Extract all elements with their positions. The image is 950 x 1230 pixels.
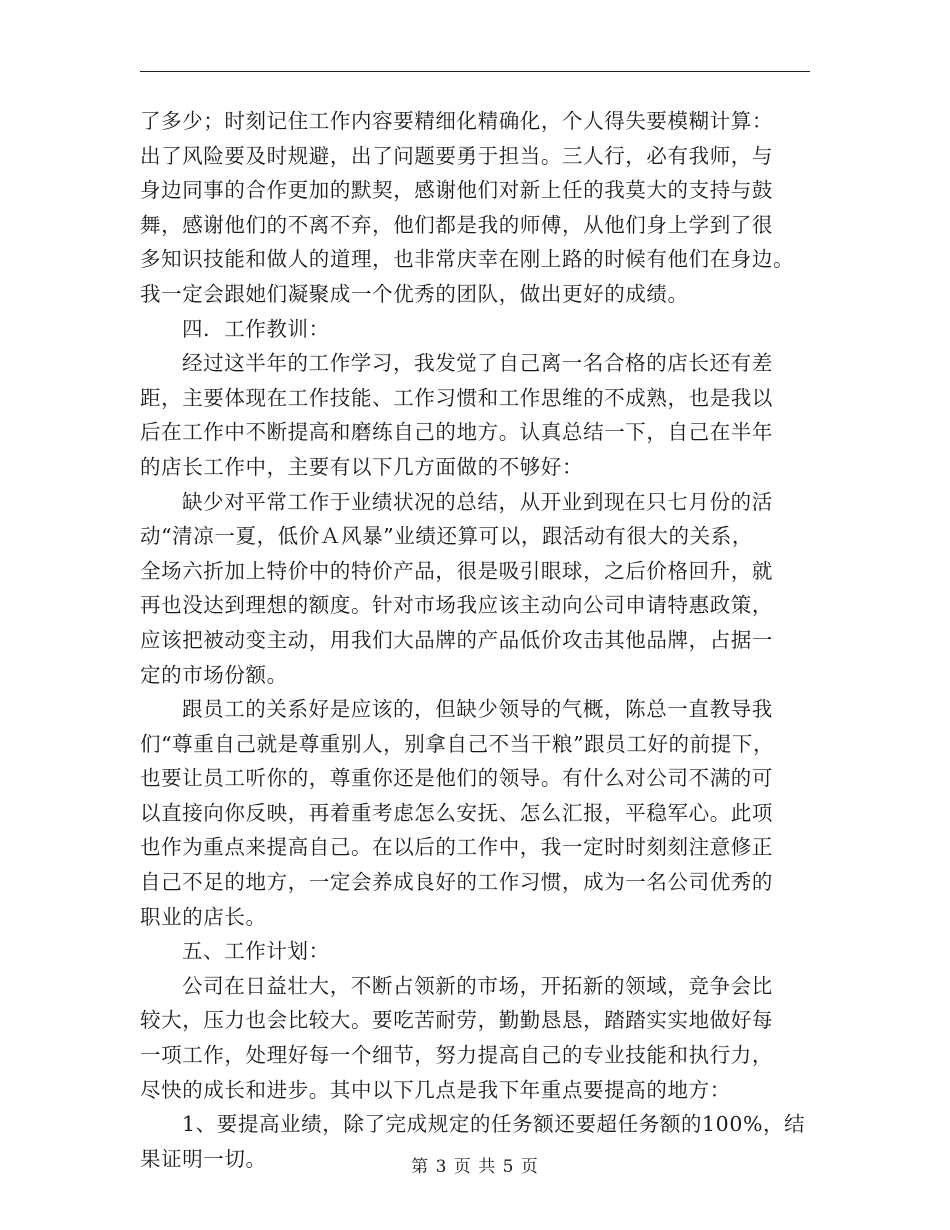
text-line: 缺少对平常工作于业绩状况的总结，从开业到现在只七月份的活 bbox=[182, 489, 773, 514]
text-line: 跟员工的关系好是应该的，但缺少领导的气概，陈总一直教导我 bbox=[182, 697, 773, 722]
text-line: 舞，感谢他们的不离不弃，他们都是我的师傅，从他们身上学到了很 bbox=[140, 212, 773, 237]
document-body bbox=[140, 104, 820, 1176]
text-line: 公司在日益壮大，不断占领新的市场，开拓新的领域，竞争会比 bbox=[182, 973, 773, 998]
text-line: 我一定会跟她们凝聚成一个优秀的团队，做出更好的成绩。 bbox=[140, 281, 689, 306]
text-line: 职业的店长。 bbox=[140, 904, 267, 929]
text-line: 全场六折加上特价中的特价产品，很是吸引眼球，之后价格回升，就 bbox=[140, 558, 773, 583]
text-line: 也要让员工听你的，尊重你还是他们的领导。有什么对公司不满的可 bbox=[140, 766, 773, 791]
text-line: 身边同事的合作更加的默契，感谢他们对新上任的我莫大的支持与鼓 bbox=[140, 178, 773, 203]
text-line: 距，主要体现在工作技能、工作习惯和工作思维的不成熟，也是我以 bbox=[140, 385, 773, 410]
text-line: 的店长工作中，主要有以下几方面做的不够好： bbox=[140, 454, 584, 479]
text-line: 出了风险要及时规避，出了问题要勇于担当。三人行，必有我师，与 bbox=[140, 143, 773, 168]
text-line: 较大，压力也会比较大。要吃苦耐劳，勤勤恳恳，踏踏实实地做好每 bbox=[140, 1008, 773, 1033]
text-line: 们“尊重自己就是尊重别人，别拿自己不当干粮”跟员工好的前提下， bbox=[140, 731, 775, 756]
text-line: 了多少；时刻记住工作内容要精细化精确化，个人得失要模糊计算： bbox=[140, 109, 773, 133]
header-rule bbox=[140, 71, 810, 72]
text-line: 多知识技能和做人的道理，也非常庆幸在刚上路的时候有他们在身边。 bbox=[140, 247, 795, 272]
text-line: 果证明一切。 bbox=[140, 1146, 267, 1171]
text-line: 再也没达到理想的额度。针对市场我应该主动向公司申请特惠政策， bbox=[140, 593, 773, 618]
text-line: 经过这半年的工作学习，我发觉了自己离一名合格的店长还有差 bbox=[182, 351, 773, 376]
text-line: 1、要提高业绩，除了完成规定的任务额还要超任务额的100%，结 bbox=[182, 1112, 806, 1137]
text-line: 自己不足的地方，一定会养成良好的工作习惯，成为一名公司优秀的 bbox=[140, 870, 773, 895]
text-line: 定的市场份额。 bbox=[140, 662, 288, 687]
text-line: 以直接向你反映，再着重考虑怎么安抚、怎么汇报，平稳军心。此项 bbox=[140, 800, 773, 825]
text-line: 也作为重点来提高自己。在以后的工作中，我一定时时刻刻注意修正 bbox=[140, 835, 773, 860]
page-number: 第 3 页 共 5 页 bbox=[411, 1157, 539, 1177]
section-heading: 四．工作教训： bbox=[182, 316, 330, 341]
text-line: 尽快的成长和进步。其中以下几点是我下年重点要提高的地方： bbox=[140, 1077, 731, 1102]
section-heading: 五、工作计划： bbox=[182, 939, 330, 964]
text-line: 应该把被动变主动，用我们大品牌的产品低价攻击其他品牌，占据一 bbox=[140, 627, 773, 652]
text-line: 动“清凉一夏，低价Ａ风暴”业绩还算可以，跟活动有很大的关系， bbox=[140, 524, 753, 549]
text-line: 一项工作，处理好每一个细节，努力提高自己的专业技能和执行力， bbox=[140, 1043, 773, 1068]
text-line: 后在工作中不断提高和磨练自己的地方。认真总结一下，自己在半年 bbox=[140, 420, 773, 445]
